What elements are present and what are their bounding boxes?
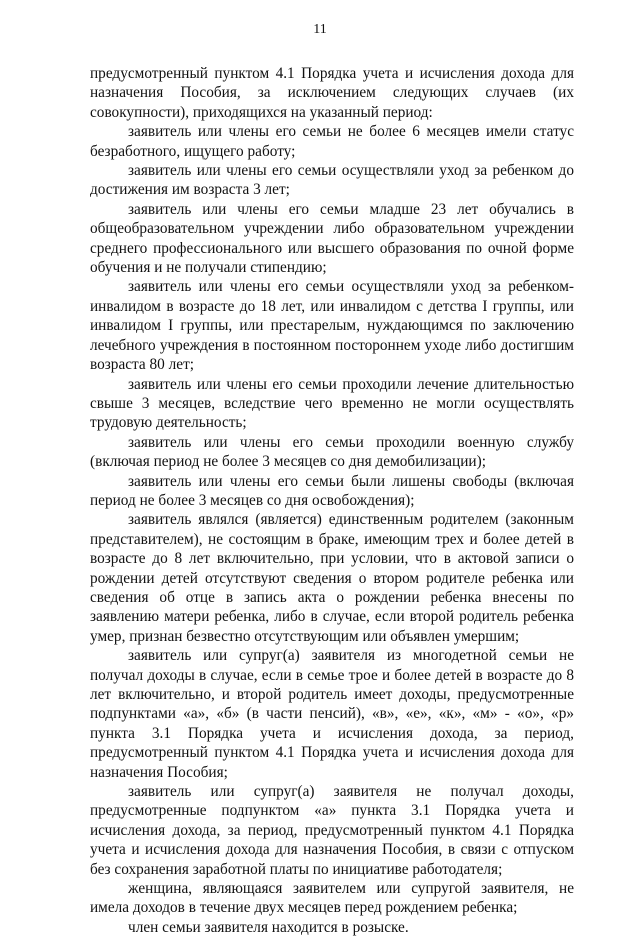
paragraph-military-service: заявитель или члены его семьи проходили военную службу (включая период не более 3 месяцев со дня демобилизации); [90,433,574,471]
page-number: 11 [313,22,327,37]
paragraph-unemployed: заявитель или члены его семьи не более 6 месяцев имели статус безработного, ищущего работу; [90,123,574,160]
paragraph-intro: предусмотренный пунктом 4.1 Порядка учета и исчисления дохода для назначения Пособия, за исключением следующих случаев (их совокупности), приходящихся на указанный период: [90,65,574,121]
paragraph-pregnancy: женщина, являющаяся заявителем или супругой заявителя, не имела доходов в течение двух месяцев перед рождением ребенка; [90,880,574,917]
paragraph-unpaid-leave: заявитель или супруг(а) заявителя не получал доходы, предусмотренные подпунктом «а» пункта 3.1 Порядка учета и исчисления дохода, за период, предусмотренный пунктом 4.1 Порядка учета и исчисления дохода для назначения Пособия, в связи с отпуском без сохранения заработной платы по инициативе работодателя; [90,783,574,878]
paragraph-imprisonment: заявитель или члены его семьи были лишены свободы (включая период не более 3 месяцев со дня освобождения); [90,472,574,509]
paragraph-medical-treatment: заявитель или члены его семьи проходили лечение длительностью свыше 3 месяцев, вследствие чего временно не могли осуществлять трудовую деятельность; [90,375,574,432]
paragraph-disabled-care: заявитель или члены его семьи осуществляли уход за ребенком-инвалидом в возрасте до 18 лет, или инвалидом с детства I группы, или инвалидом I группы, или престарелым, нуждающимся по заключению лечебного учреждения в постоянном постороннем уходе либо достигшим возраста 80 лет; [90,278,574,374]
paragraph-large-family: заявитель или супруг(а) заявителя из многодетной семьи не получал доходы в случае, если в семье трое и более детей в возрасте до 8 лет включительно, и второй родитель имеет доходы, предусмотренные подпунктами «а», «б» (в части пенсий), «в», «е», «к», «м» - «о», «р» пункта 3.1 Порядка учета и исчисления дохода, за период, предусмотренный пунктом 4.1 Порядка учета и исчисления дохода для назначения Пособия; [90,647,574,781]
paragraph-childcare: заявитель или члены его семьи осуществляли уход за ребенком до достижения им возраста 3 лет; [90,162,574,199]
paragraph-single-parent: заявитель являлся (является) единственным родителем (законным представителем), не состоящим в браке, имеющим трех и более детей в возрасте до 8 лет включительно, при условии, что в актовой записи о рождении детей отсутствуют сведения о втором родителе ребенка или сведения об отце в запись акта о рождении ребенка внесены по заявлению матери ребенка, либо в случае, если второй родитель ребенка умер, признан безвестно отсутствующим или объявлен умершим; [90,511,574,645]
document-body [90,64,574,937]
paragraph-education: заявитель или члены его семьи младше 23 лет обучались в общеобразовательном учреждении либо образовательном учреждении среднего профессионального или высшего образования по очной форме обучения и не получали стипендию; [90,200,574,277]
paragraph-wanted: член семьи заявителя находится в розыске. [128,918,409,936]
